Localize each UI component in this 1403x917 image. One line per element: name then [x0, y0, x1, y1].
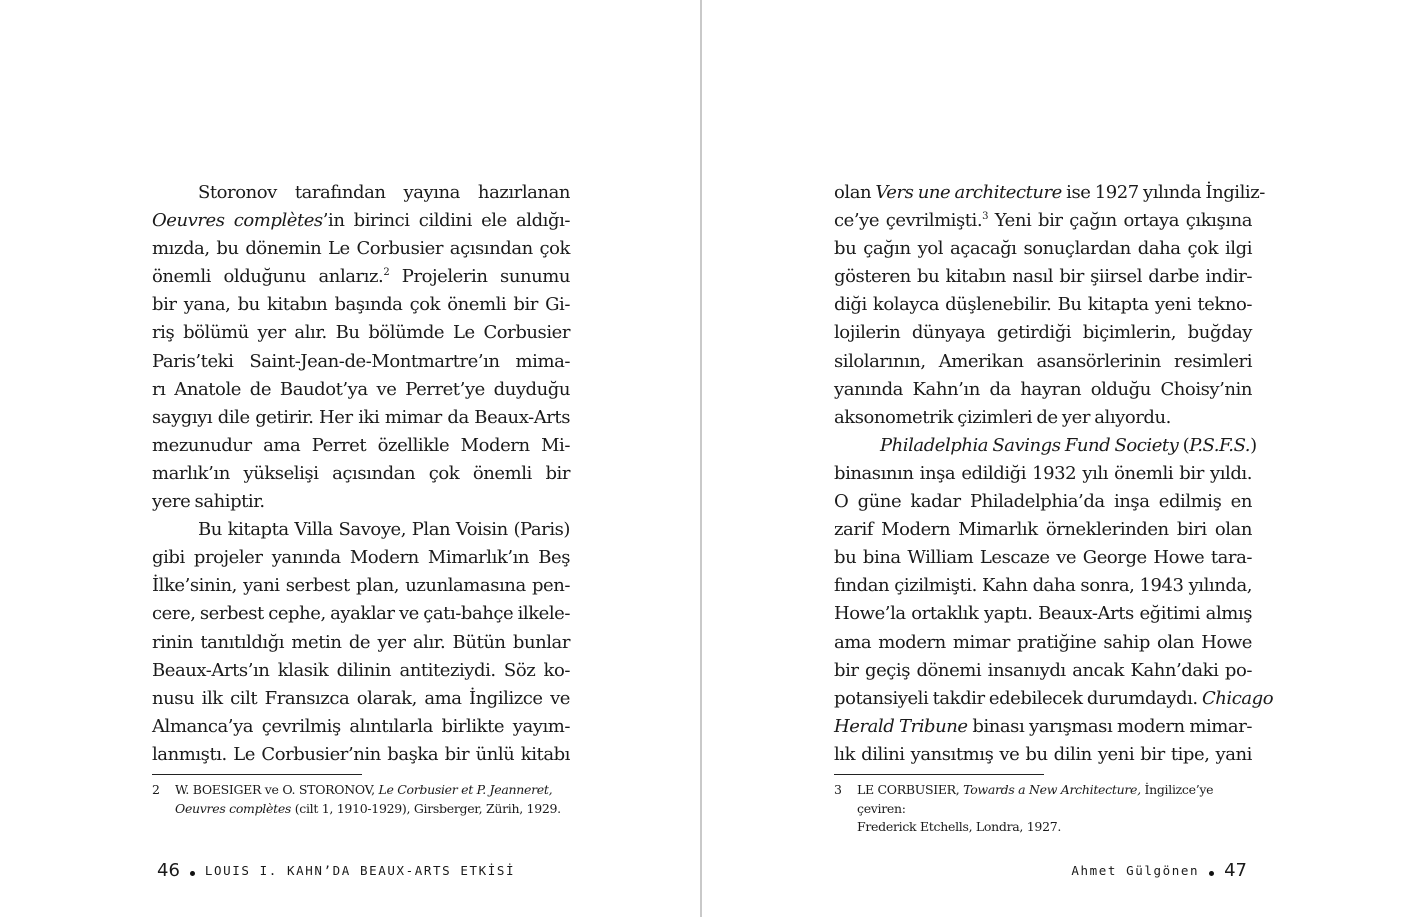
text-line: yanında Kahn’ın da hayran olduğu Choisy’nin	[834, 378, 1252, 400]
footnote-text: LE CORBUSIER, Towards a New Architecture, İngilizce’ye çeviren: Frederick Etchells, Londra, 1927.	[857, 782, 1214, 834]
text-line: diği kolayca düşlenebilir. Bu kitapta yeni tekno-	[834, 294, 1252, 316]
text-line: bir yana, bu kitabın başında çok önemli bir Gi-	[152, 294, 570, 316]
bullet-dot-icon	[1209, 871, 1214, 876]
text-line: lık dilini yansıtmış ve bu dilin yeni bir tipe, yani	[834, 743, 1252, 765]
text-line: Paris’teki Saint-Jean-de-Montmartre’ın mima-	[152, 350, 570, 372]
footnote-divider	[834, 774, 1044, 775]
text-line: ama modern mimar pratiğine sahip olan Howe	[834, 631, 1252, 653]
left-page	[0, 0, 700, 917]
running-head: Ahmet Gülgönen	[1071, 862, 1200, 878]
right-folio	[1071, 857, 1247, 883]
text-line: aksonometrik çizimleri de yer alıyordu.	[834, 406, 1171, 428]
text-line: Herald Tribune binası yarışması modern mimar-	[834, 715, 1252, 737]
text-line: Philadelphia Savings Fund Society (P.S.F.S.)	[880, 434, 1257, 456]
text-line: gibi projeler yanında Modern Mimarlık’ın Beş	[152, 547, 570, 569]
text-line: ce’ye çevrilmişti.$^3$ Yeni bir çağın ortaya çıkışına	[834, 210, 1252, 232]
text-line: silolarının, Amerikan asansörlerinin resimleri	[834, 350, 1252, 372]
text-line: İlke’sinin, yani serbest plan, uzunlamasına pen-	[152, 575, 570, 597]
text-line: zarif Modern Mimarlık örneklerinden biri olan	[834, 519, 1252, 541]
running-head: LOUIS I. KAHN’DA BEAUX-ARTS ETKİSİ	[204, 862, 516, 878]
footnote-2	[152, 781, 570, 818]
right-body-text	[834, 179, 1274, 769]
text-line: bir geçiş dönemi insanıydı ancak Kahn’daki po-	[834, 659, 1252, 681]
left-folio	[157, 857, 515, 883]
text-line: potansiyeli takdir edebilecek durumdaydı. Chicago	[834, 687, 1274, 709]
text-line: lojilerin dünyaya getirdiği biçimlerin, buğday	[834, 322, 1252, 344]
text-line: mızda, bu dönemin Le Corbusier açısından çok	[152, 238, 570, 260]
text-line: O güne kadar Philadelphia’da inşa edilmiş en	[834, 491, 1252, 513]
text-line: Howe’la ortaklık yaptı. Beaux-Arts eğitimi almış	[834, 603, 1252, 625]
text-line: önemli olduğunu anlarız.$^2$ Projelerin sunumu	[152, 266, 571, 288]
text-line: fından çizilmişti. Kahn daha sonra, 1943 yılında,	[834, 575, 1252, 597]
bullet-dot-icon	[190, 871, 195, 876]
text-line: bu bina William Lescaze ve George Howe tara-	[834, 547, 1252, 569]
italic-title: Vers une architecture	[875, 182, 1062, 203]
italic-title: Chicago	[1201, 687, 1274, 709]
footnote-ref[interactable]: 3	[982, 211, 989, 223]
text-line: nusu ilk cilt Fransızca olarak, ama İngilizce ve	[152, 687, 570, 709]
footnote-text: W. BOESIGER ve O. STORONOV, Le Corbusier et P. Jeanneret, Oeuvres complètes (cilt 1, 1910-1929), Girsberger, Zürih, 1929.	[175, 782, 561, 816]
left-body-text	[152, 179, 570, 769]
text-line: binasının inşa edildiği 1932 yılı önemli bir yıldı.	[834, 462, 1252, 484]
page-number: 46	[157, 859, 180, 881]
italic-title: Oeuvres complètes	[152, 210, 323, 232]
text-line: lanmıştı. Le Corbusier’nin başka bir ünlü kitabı	[152, 743, 570, 765]
text-line: bu çağın yol açacağı sonuçlardan daha çok ilgi	[834, 238, 1252, 260]
text-line: olan Vers une architecture ise 1927 yılında İngiliz-	[834, 182, 1265, 203]
text-line: Almanca’ya çevrilmiş alıntılarla birlikte yayım-	[152, 715, 570, 737]
text-line: mezunudur ama Perret özellikle Modern Mi-	[152, 434, 570, 456]
text-line: Storonov tarafından yayına hazırlanan	[198, 182, 570, 203]
text-line: rinin tanıtıldığı metin de yer alır. Bütün bunlar	[152, 631, 570, 653]
text-line: marlık’ın yükselişi açısından çok önemli bir	[152, 462, 570, 484]
text-line: riş bölümü yer alır. Bu bölümde Le Corbusier	[152, 322, 570, 344]
italic-title: Herald Tribune	[834, 715, 968, 737]
footnote-number: 3	[834, 782, 842, 797]
text-line: gösteren bu kitabın nasıl bir şiirsel darbe indir-	[834, 266, 1252, 288]
text-line: cere, serbest cephe, ayaklar ve çatı-bahçe ilkele-	[152, 603, 570, 625]
text-line: saygıyı dile getirir. Her iki mimar da Beaux-Arts	[152, 406, 570, 428]
text-line: Oeuvres complètes’in birinci cildini ele aldığı-	[152, 210, 571, 232]
footnote-divider	[152, 774, 362, 775]
text-line: rı Anatole de Baudot’ya ve Perret’ye duyduğu	[152, 378, 570, 400]
footnote-ref[interactable]: 2	[383, 267, 390, 279]
text-line: yere sahiptir.	[152, 491, 265, 513]
footnote-number: 2	[152, 782, 160, 797]
text-line: Beaux-Arts’ın klasik dilinin antiteziydi. Söz ko-	[152, 659, 570, 681]
text-line: Bu kitapta Villa Savoye, Plan Voisin (Paris)	[198, 519, 570, 541]
italic-title: Philadelphia Savings Fund Society	[880, 434, 1179, 456]
right-page	[702, 0, 1403, 917]
footnote-3	[834, 781, 1252, 837]
page-number: 47	[1224, 859, 1247, 881]
